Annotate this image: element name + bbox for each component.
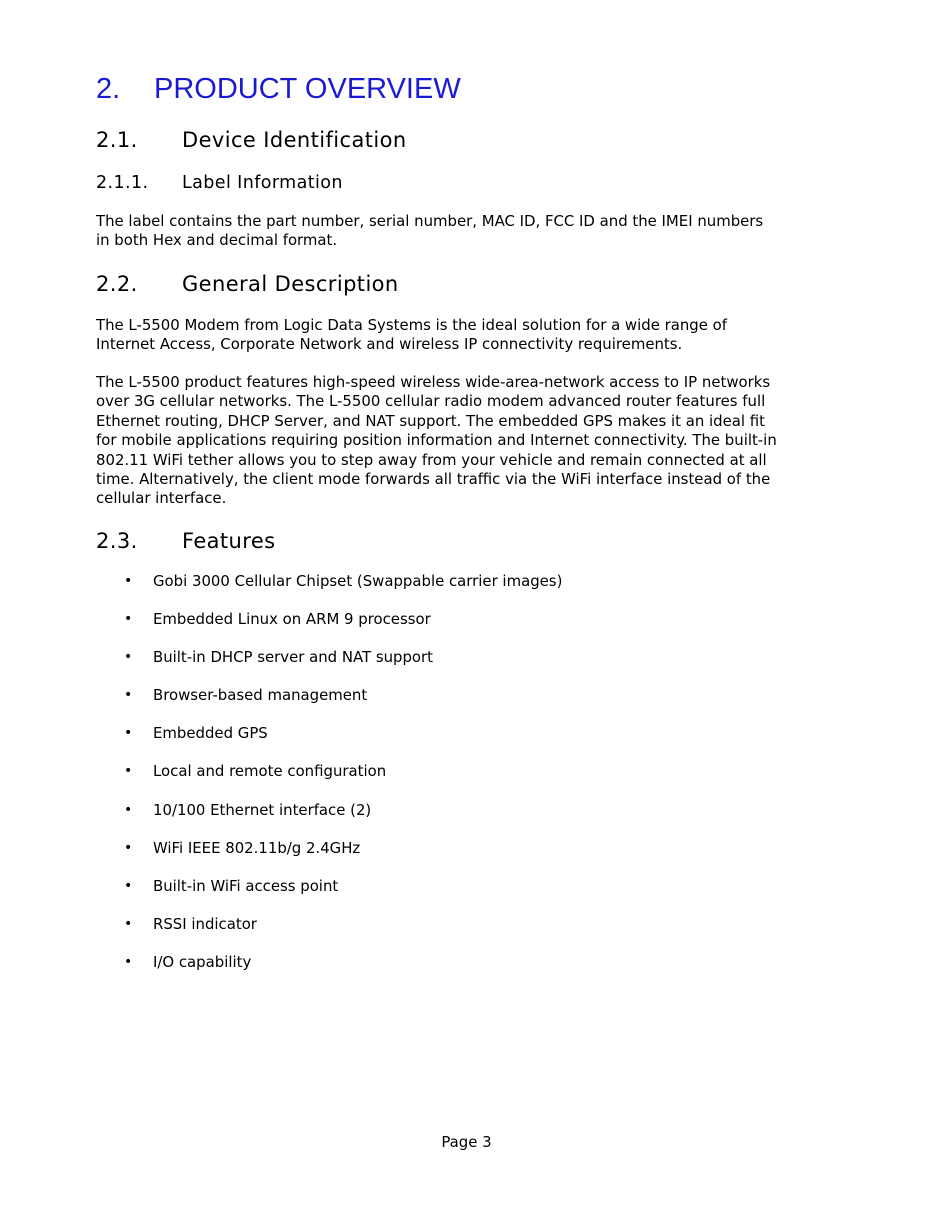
paragraph-line: in both Hex and decimal format.	[96, 231, 338, 250]
heading-general-description	[96, 271, 399, 297]
list-item-text: Embedded GPS	[153, 724, 268, 743]
page-number: Page 3	[441, 1133, 492, 1151]
label-information-paragraph	[96, 212, 841, 251]
bullet-icon: •	[124, 649, 133, 666]
heading-number: 2.2.	[96, 272, 138, 296]
paragraph-line: cellular interface.	[96, 489, 227, 508]
bullet-icon: •	[124, 801, 133, 818]
bullet-icon: •	[124, 915, 133, 932]
heading-number: 2.3.	[96, 529, 138, 553]
list-item-text: Browser-based management	[153, 686, 368, 705]
paragraph-line: for mobile applications requiring position information and Internet connectivity. The built-in	[96, 431, 777, 450]
list-item-text: Built-in WiFi access point	[153, 876, 339, 895]
heading-title: Device Identification	[182, 128, 407, 152]
section-heading-product-overview	[96, 71, 461, 107]
section-title: PRODUCT OVERVIEW	[154, 73, 461, 105]
bullet-icon: •	[124, 877, 133, 894]
list-item-text: I/O capability	[153, 952, 252, 971]
bullet-icon: •	[124, 573, 133, 589]
paragraph-line: The L-5500 Modem from Logic Data Systems is the ideal solution for a wide range of	[96, 316, 727, 334]
bullet-icon: •	[124, 953, 133, 970]
bullet-icon: •	[124, 687, 133, 704]
bullet-icon: •	[124, 611, 133, 628]
bullet-icon: •	[124, 763, 133, 780]
heading-device-identification	[96, 127, 407, 153]
paragraph-line: Internet Access, Corporate Network and wireless IP connectivity requirements.	[96, 335, 683, 354]
paragraph-line: The label contains the part number, serial number, MAC ID, FCC ID and the IMEI numbers	[96, 212, 764, 230]
bullet-icon: •	[124, 725, 133, 742]
general-description-paragraph-2	[96, 373, 841, 509]
heading-features	[96, 528, 276, 554]
paragraph-line: Ethernet routing, DHCP Server, and NAT support. The embedded GPS makes it an ideal fit	[96, 411, 766, 430]
heading-title: Features	[182, 529, 276, 553]
paragraph-line: 802.11 WiFi tether allows you to step away from your vehicle and remain connected at all	[96, 450, 767, 469]
list-item-text: Built-in DHCP server and NAT support	[153, 648, 434, 667]
bullet-icon: •	[124, 839, 133, 856]
heading-label-information	[96, 172, 343, 194]
general-description-paragraph-1	[96, 316, 841, 355]
list-item-text: Embedded Linux on ARM 9 processor	[153, 610, 431, 629]
list-item-text: Gobi 3000 Cellular Chipset (Swappable carrier images)	[153, 572, 563, 590]
list-item-text: RSSI indicator	[153, 914, 257, 933]
paragraph-line: time. Alternatively, the client mode forwards all traffic via the WiFi interface instead of the	[96, 470, 771, 489]
heading-title: General Description	[182, 272, 399, 296]
list-item-text: 10/100 Ethernet interface (2)	[153, 800, 372, 819]
paragraph-line: The L-5500 product features high-speed wireless wide-area-network access to IP networks	[96, 373, 771, 391]
heading-title: Label Information	[182, 173, 343, 193]
heading-number: 2.1.	[96, 128, 138, 152]
list-item-text: Local and remote configuration	[153, 762, 387, 781]
paragraph-line: over 3G cellular networks. The L-5500 cellular radio modem advanced router features full	[96, 392, 766, 411]
heading-number: 2.1.1.	[96, 173, 149, 193]
section-number: 2.	[96, 73, 121, 105]
list-item-text: WiFi IEEE 802.11b/g 2.4GHz	[153, 838, 361, 857]
